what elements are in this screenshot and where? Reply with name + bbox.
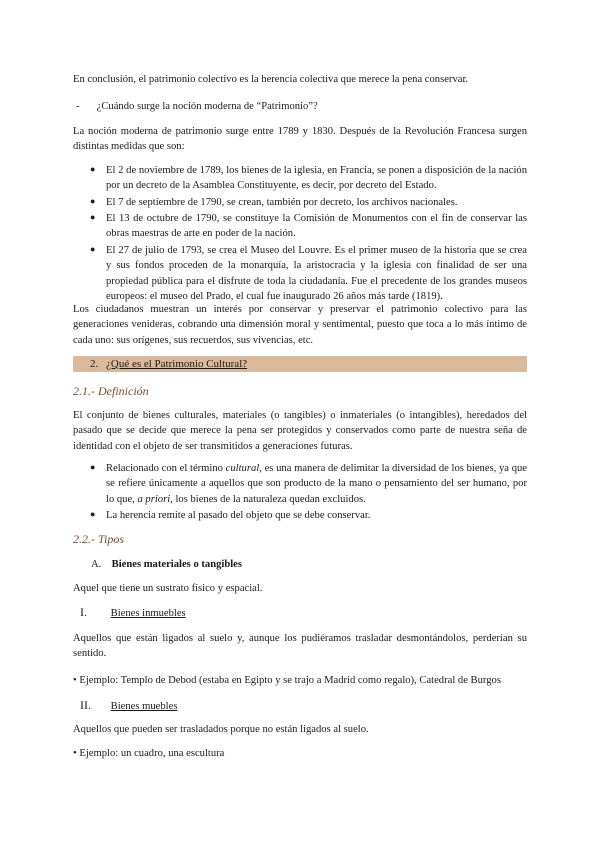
list-item: ● La herencia remite al pasado del objeto que se debe conservar. [90, 509, 371, 522]
tangible-paragraph: Aquel que tiene un sustrato físico y espacial. [73, 583, 263, 594]
item-ii-text: Bienes muebles [110, 701, 178, 712]
bullet-icon: ● [90, 212, 96, 223]
item-i-label: I. [80, 605, 87, 619]
inmuebles-paragraph: Aquellos que están ligados al suelo y, aunque los pudiéramos trasladar desmontándolos, perderían su sentido. [73, 633, 527, 660]
inmuebles-example: • Ejemplo: Templo de Debod (estaba en Egipto y se trajo a Madrid como regalo), Catedral de Burgos [73, 675, 501, 686]
muebles-example: • Ejemplo: un cuadro, una escultura [73, 748, 225, 759]
definition-list [73, 461, 527, 524]
bullet-icon: ● [90, 164, 96, 174]
item-a-label: A. [91, 559, 102, 570]
bullet-icon: ● [90, 509, 96, 520]
item-a-text: Bienes materiales o tangibles [111, 559, 243, 570]
question-item [76, 99, 318, 114]
definition-paragraph: El conjunto de bienes culturales, materiales (o tangibles) o inmateriales (o intangibles), heredados del pasado que se decide que merece la pena ser protegidos y conservados como parte de nuestra seña de identidad con el objeto de ser transmitidos a generaciones futuras. [73, 410, 527, 452]
list-item: ● El 27 de julio de 1793, se crea el Museo del Louvre. Es el primer museo de la historia que se crea y sus fondos proceden de la monarquía, la aristocracia y la iglesia con finalidad de ser una propiedad pública para el disfrute de toda la ciudadanía. Fue el precedente de los grandes museos europeos: el museo del Prado, el cual fue inaugurado 26 años más tarde (1819). [90, 243, 527, 302]
section-heading-bar [73, 356, 527, 372]
item-ii-label: II. [80, 698, 91, 712]
question-text: ¿Cuándo surge la noción moderna de “Patrimonio”? [96, 101, 318, 112]
citizens-paragraph: Los ciudadanos muestran un interés por conservar y preservar el patrimonio colectivo para las generaciones venideras, cobrando una dimensión moral y sentimental, puesto que toca a lo más íntimo de cada uno: sus orígenes, sus recuerdos, sus vivencias, etc. [73, 304, 527, 346]
item-i [80, 604, 186, 621]
bullet-icon: ● [90, 462, 96, 472]
intro-paragraph: La noción moderna de patrimonio surge entre 1789 y 1830. Después de la Revolución Francesa surgen distintas medidas que son: [73, 126, 527, 153]
item-i-text: Bienes inmuebles [110, 608, 186, 619]
dash-marker: - [76, 101, 80, 112]
bullet-icon: ● [90, 195, 96, 206]
subheading-tipos: 2.2.- Tipos [73, 532, 125, 546]
item-a [91, 557, 242, 572]
conclusion-paragraph: En conclusión, el patrimonio colectivo es la herencia colectiva que merece la pena conservar. [73, 74, 469, 85]
list-item: ● El 13 de octubre de 1790, se constituye la Comisión de Monumentos con el fin de conservar las obras maestras de arte en poder de la nación. [90, 212, 527, 240]
bullet-icon: ● [90, 243, 96, 254]
list-item: ● Relacionado con el término cultural, es una manera de delimitar la diversidad de los bienes, ya que se refiere únicamente a aquellos que son producto de la mano o pensamiento del ser humano, por lo que, a priori, los bienes de la naturaleza quedan excluidos. [90, 462, 528, 505]
subheading-definicion: 2.1.- Definición [73, 384, 149, 398]
section-title: ¿Qué es el Patrimonio Cultural? [106, 358, 248, 370]
item-ii [80, 697, 177, 714]
list-item: ● El 2 de noviembre de 1789, los bienes de la iglesia, en Francia, se ponen a disposición de la nación por un decreto de la Asamblea Constituyente, es decir, por decreto del Estado. [90, 164, 527, 192]
section-number: 2. [90, 358, 99, 370]
measures-list [73, 163, 527, 305]
muebles-paragraph: Aquellos que pueden ser trasladados porque no están ligados al suelo. [73, 724, 369, 735]
list-item: ● El 7 de septiembre de 1790, se crean, también por decreto, los archivos nacionales. [90, 195, 458, 208]
